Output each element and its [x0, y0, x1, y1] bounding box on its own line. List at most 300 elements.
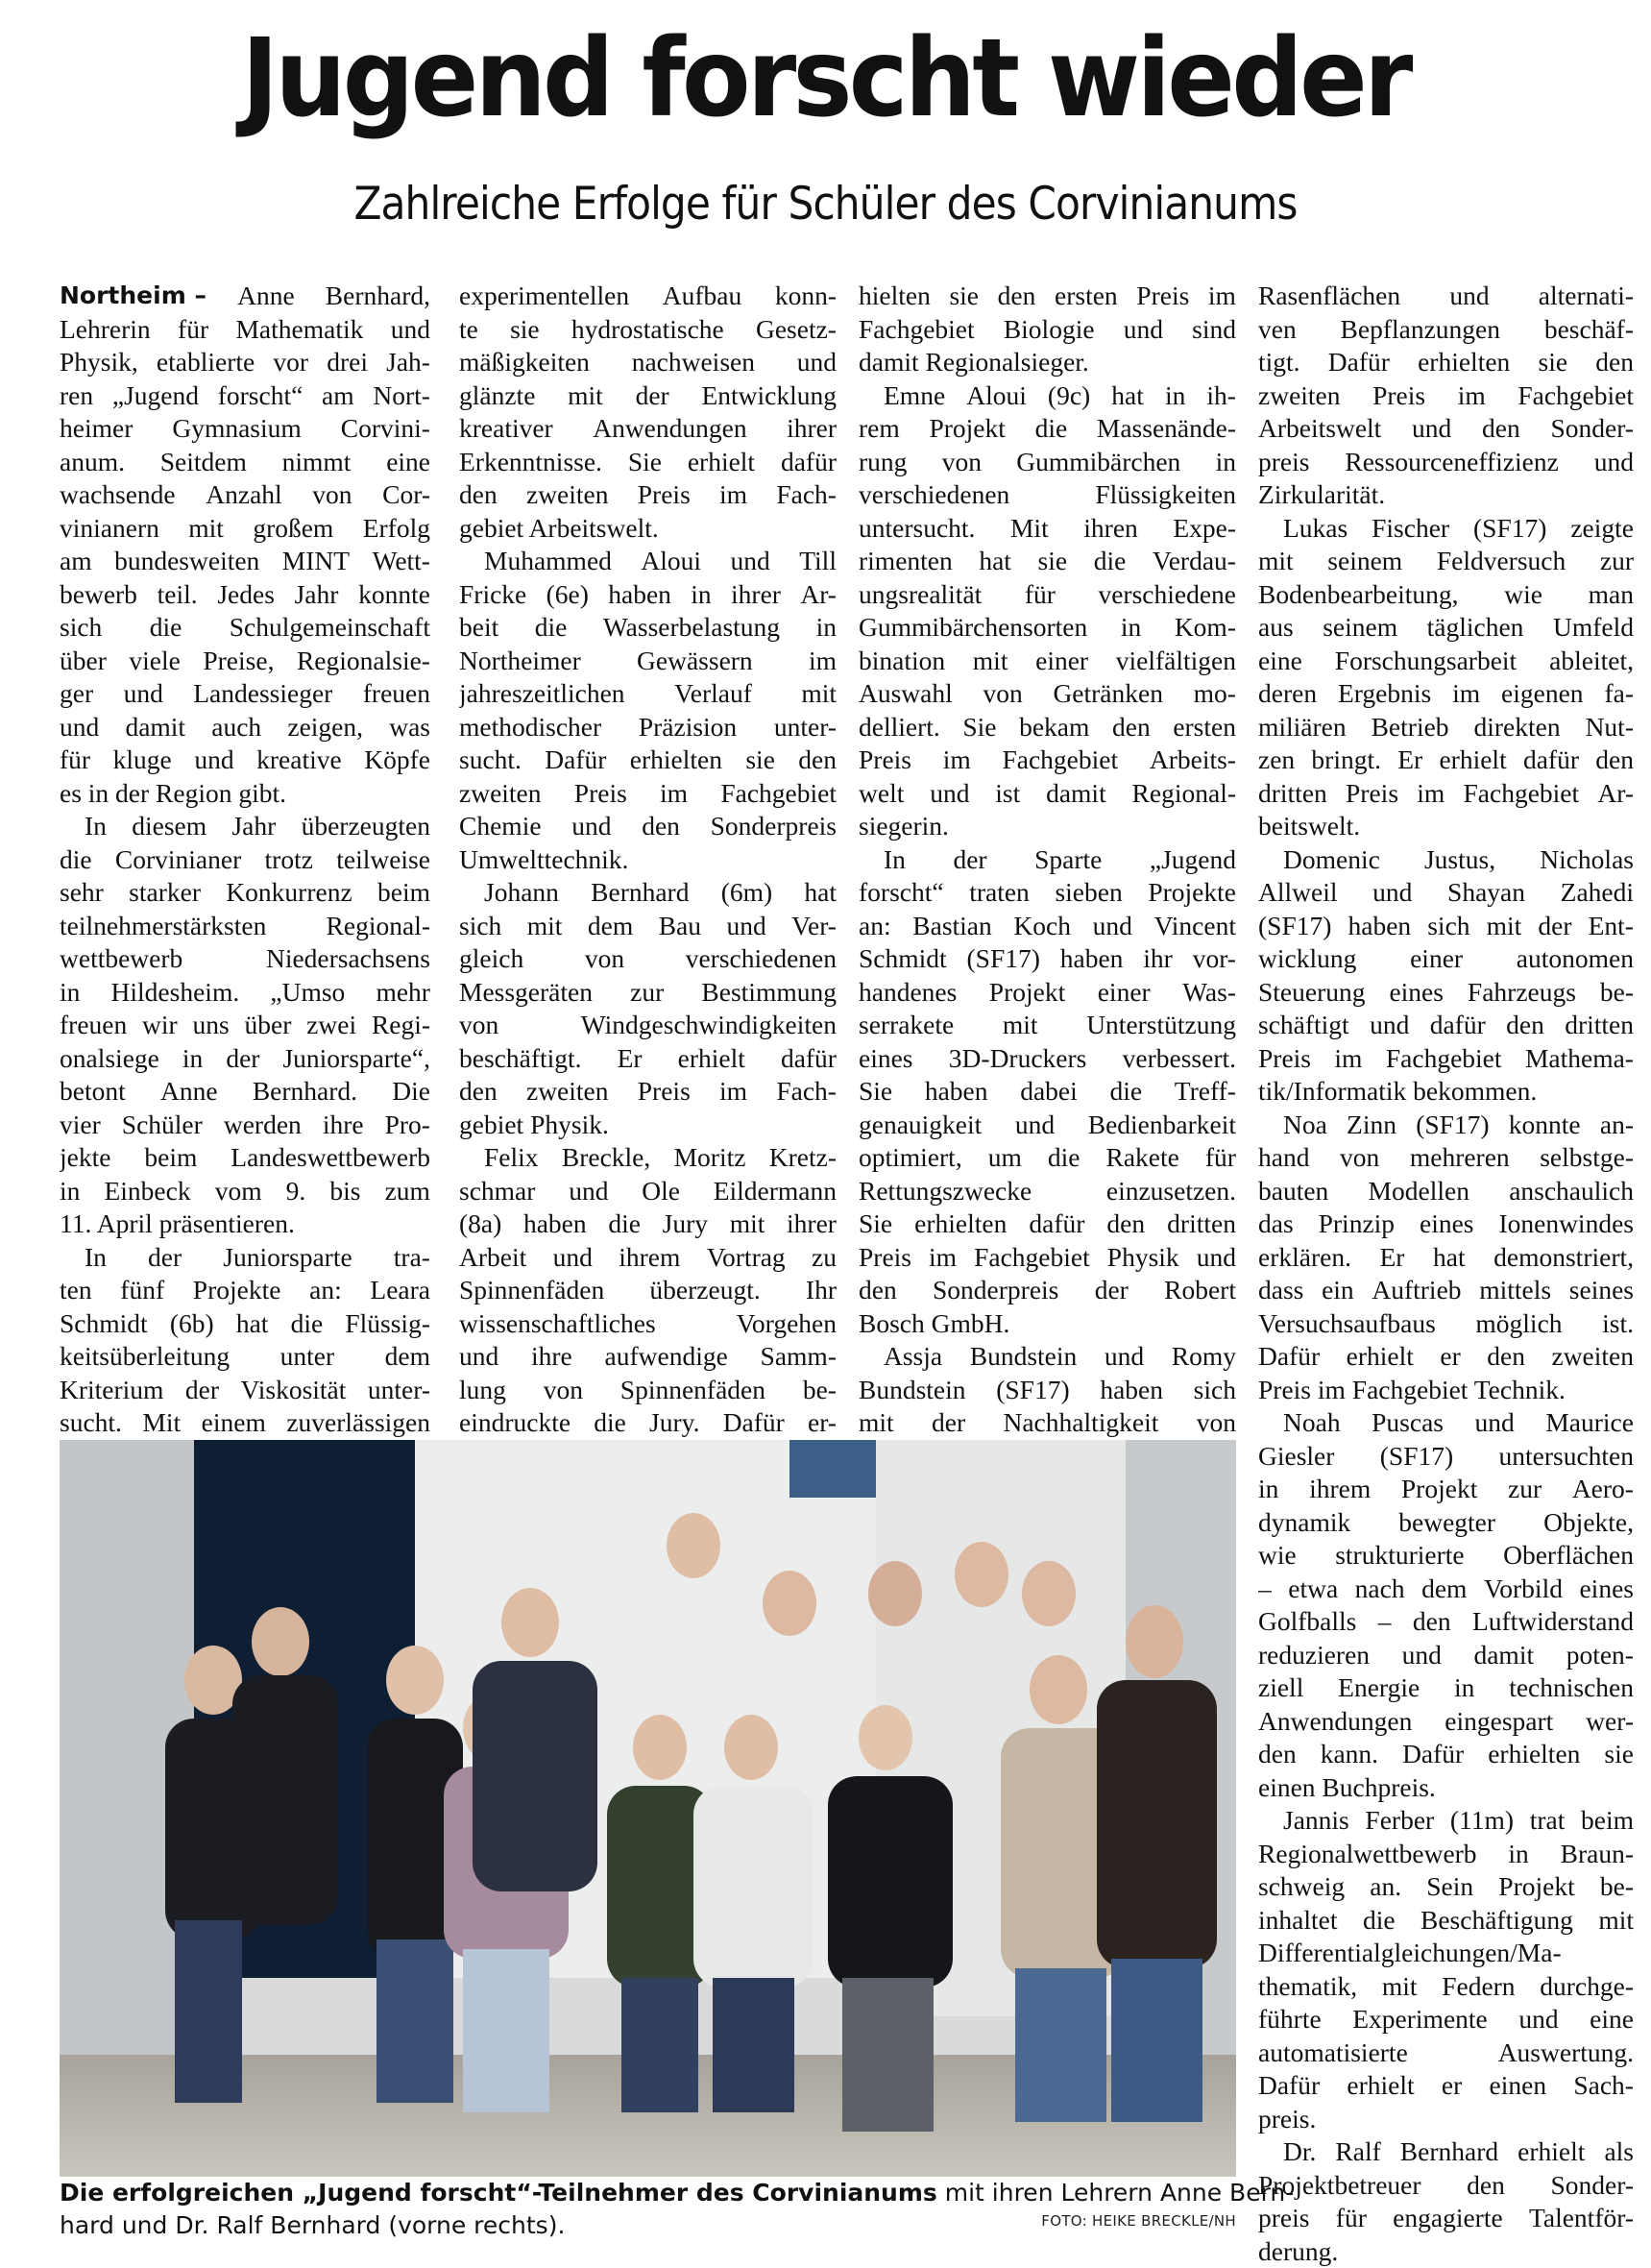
- word: einzusetzen.: [1106, 1175, 1236, 1208]
- word: Nut-: [1586, 711, 1634, 744]
- text-line: [1258, 1771, 1634, 1805]
- text-line: [1258, 2103, 1634, 2136]
- text-line: [459, 711, 837, 744]
- word: Shayan: [1447, 876, 1525, 910]
- word: bis: [329, 1175, 360, 1208]
- word: und: [726, 910, 765, 943]
- text-line: [1258, 611, 1634, 645]
- text-line: [1258, 2202, 1634, 2235]
- word: Kriterium: [60, 1374, 163, 1407]
- word: Bodenbearbeitung,: [1258, 578, 1458, 612]
- word: an.: [1370, 1870, 1401, 1904]
- group-photo-illustration: [60, 1440, 1236, 2177]
- word: selbstge-: [1540, 1141, 1634, 1175]
- word: Romy: [1172, 1340, 1236, 1374]
- word: dritten: [1258, 777, 1327, 811]
- word: durchge-: [1540, 1970, 1634, 2004]
- word: Windgeschwindigkeiten: [581, 1009, 837, 1042]
- word: engagierte: [1393, 2202, 1503, 2235]
- word: heimer: [60, 412, 133, 446]
- word: Niedersachsens: [266, 942, 430, 976]
- word: fünf: [120, 1274, 164, 1307]
- word: (11m): [1450, 1804, 1514, 1838]
- word: In: [85, 810, 107, 843]
- text-line: [859, 677, 1236, 711]
- word: Jahr: [295, 578, 339, 612]
- word: Nort-: [373, 379, 430, 413]
- word: Ralf: [1335, 2135, 1380, 2169]
- word: ihrem: [1309, 1473, 1371, 1506]
- word: Landeswettbewerb: [231, 1141, 430, 1175]
- word: Preise,: [203, 645, 274, 678]
- word: zur: [630, 976, 664, 1010]
- word: Viskosität: [241, 1374, 347, 1407]
- text-line: [459, 677, 837, 711]
- word: deren: [1258, 677, 1317, 711]
- word: man: [1589, 578, 1634, 612]
- word: methodischer: [459, 711, 601, 744]
- text-line: [1258, 1671, 1634, 1705]
- text-line: [459, 843, 837, 877]
- word: forscht“: [218, 379, 303, 413]
- word: Fach-: [776, 478, 837, 512]
- word: Er: [618, 1042, 643, 1076]
- word: Chemie: [459, 810, 542, 843]
- word: Differentialgleichungen/Ma-: [1258, 1937, 1562, 1970]
- text-line: [1258, 1307, 1634, 1341]
- word: untersucht.: [859, 512, 975, 546]
- word: zur: [1600, 545, 1634, 578]
- text-line-content: einen Buchpreis.: [1258, 1772, 1436, 1802]
- word: schweig: [1258, 1870, 1345, 1904]
- word: Corvinianer: [115, 843, 241, 877]
- word: der: [185, 1374, 219, 1407]
- word: im: [943, 744, 971, 777]
- word: im: [1452, 677, 1480, 711]
- text-line: [1258, 1440, 1634, 1474]
- word: Assja: [884, 1340, 942, 1374]
- caption-bold: Die erfolgreichen „Jugend forscht“-Teilnehmer des Corvinianums: [60, 2179, 937, 2207]
- word: haben: [523, 1207, 587, 1241]
- word: Ionenwindes: [1498, 1207, 1634, 1241]
- word: ableitet,: [1549, 645, 1634, 678]
- word: in: [60, 976, 80, 1010]
- text-line: [859, 645, 1236, 678]
- word: wachsende: [60, 478, 176, 512]
- text-line: [1258, 1605, 1634, 1639]
- word: Lehrerin: [60, 313, 151, 347]
- word: verschiedenen: [859, 478, 1009, 512]
- text-line: [60, 976, 430, 1010]
- word: mehr: [376, 976, 430, 1010]
- text-line: [1258, 1141, 1634, 1175]
- text-line: [859, 1009, 1236, 1042]
- word: Projekte: [193, 1274, 281, 1307]
- word: Verlauf: [674, 677, 752, 711]
- word: Nicholas: [1540, 843, 1634, 877]
- word: er: [1442, 2069, 1462, 2103]
- text-line: [60, 1374, 430, 1407]
- text-line: [859, 843, 1236, 877]
- word: 3D-Druckers: [949, 1042, 1087, 1076]
- word: anschaulich: [1509, 1175, 1634, 1208]
- word: (SF17): [1473, 512, 1546, 546]
- word: Till: [799, 545, 837, 578]
- word: ihre: [531, 1340, 572, 1374]
- word: glänzte: [459, 379, 535, 413]
- text-line-content: preis.: [1258, 2104, 1316, 2134]
- word: am: [60, 545, 92, 578]
- word: Federn: [1442, 1970, 1515, 2004]
- word: Dafür: [1258, 2069, 1320, 2103]
- word: überzeugten: [302, 810, 430, 843]
- text-line: [60, 645, 430, 678]
- word: trotz: [265, 843, 313, 877]
- text-line: [60, 280, 430, 313]
- word: bringt.: [1311, 744, 1381, 777]
- word: sich: [1194, 1374, 1236, 1407]
- word: ihrer: [787, 412, 837, 446]
- text-line: [1258, 910, 1634, 943]
- word: (6b): [170, 1307, 214, 1341]
- word: eines: [1389, 976, 1444, 1010]
- text-line: [859, 1406, 1236, 1440]
- word: Corvini-: [341, 412, 430, 446]
- text-line: [1258, 1738, 1634, 1771]
- word: haben: [1100, 1374, 1163, 1407]
- text-line-content: Zirkularität.: [1258, 479, 1385, 509]
- word: auch: [211, 711, 261, 744]
- word: mo-: [1194, 677, 1236, 711]
- text-line-content: gebiet Physik.: [459, 1110, 609, 1139]
- text-line: [1258, 976, 1634, 1010]
- word: eigenen: [1501, 677, 1584, 711]
- word: Moritz: [674, 1141, 746, 1175]
- word: mit: [730, 1207, 765, 1241]
- text-line: [60, 512, 430, 546]
- word: Talentför-: [1529, 2202, 1634, 2235]
- word: freuen: [60, 1009, 127, 1042]
- word: seinem: [1323, 611, 1397, 645]
- word: konnte: [358, 578, 430, 612]
- word: Dafür: [1328, 346, 1390, 379]
- word: zen: [1258, 744, 1295, 777]
- word: Northeimer: [459, 645, 581, 678]
- word: vor: [273, 346, 308, 379]
- word: fa-: [1604, 677, 1634, 711]
- word: autonomen: [1517, 942, 1634, 976]
- caption-rest: mit ihren Lehrern Anne Bern-: [937, 2179, 1295, 2207]
- word: konn-: [775, 280, 837, 313]
- word: eines: [1420, 1207, 1474, 1241]
- word: sie: [1539, 346, 1568, 379]
- word: hat: [236, 1307, 269, 1341]
- word: automatisierte: [1258, 2036, 1408, 2070]
- word: gleich: [459, 942, 523, 976]
- word: an:: [859, 910, 891, 943]
- word: ihr: [1143, 942, 1173, 976]
- word: eine: [386, 446, 430, 479]
- word: Ferber: [1365, 1804, 1434, 1838]
- word: Fahrzeugs: [1468, 976, 1576, 1010]
- text-line: [60, 910, 430, 943]
- word: Fachgebiet: [974, 1241, 1090, 1275]
- text-line: [60, 545, 430, 578]
- word: Ressourceneffizienz: [1345, 446, 1558, 479]
- word: für: [178, 313, 208, 347]
- word: ein: [1322, 1274, 1354, 1307]
- word: dem: [588, 910, 633, 943]
- word: einer: [1098, 976, 1151, 1010]
- word: Regionalsie-: [297, 645, 430, 678]
- word: be-: [803, 1374, 837, 1407]
- word: die: [291, 1307, 324, 1341]
- word: und: [569, 1175, 608, 1208]
- word: Flüssig-: [345, 1307, 430, 1341]
- word: Fach-: [776, 1075, 837, 1109]
- word: Feldversuch: [1437, 545, 1566, 578]
- word: den: [1487, 1340, 1525, 1374]
- word: optimiert,: [859, 1141, 962, 1175]
- word: den: [1112, 711, 1151, 744]
- word: Vincent: [1154, 910, 1236, 943]
- word: Projekt: [1401, 1473, 1477, 1506]
- text-line: [459, 910, 837, 943]
- word: ist.: [1602, 1307, 1634, 1341]
- word: die: [150, 611, 182, 645]
- word: Eildermann: [714, 1175, 837, 1208]
- word: Samm-: [761, 1340, 837, 1374]
- word: Sie: [859, 1207, 892, 1241]
- word: Preis: [1258, 1042, 1311, 1076]
- word: Justus,: [1424, 843, 1495, 877]
- word: Regi-: [372, 1009, 430, 1042]
- word: Ver-: [791, 910, 837, 943]
- word: mit: [1003, 1009, 1038, 1042]
- word: vor-: [1193, 942, 1236, 976]
- text-line: [859, 1075, 1236, 1109]
- word: Fachgebiet: [1386, 1042, 1502, 1076]
- word: Schüler: [122, 1109, 203, 1142]
- word: zweiten: [1551, 1340, 1634, 1374]
- text-line: [1258, 313, 1634, 347]
- word: damit: [1046, 777, 1106, 811]
- word: Emne: [884, 379, 945, 413]
- text-line-content: gebiet Arbeitswelt.: [459, 513, 659, 543]
- word: erhielt: [1347, 2069, 1414, 2103]
- word: Fachgebiet: [859, 313, 975, 347]
- word: dabei: [1020, 1075, 1078, 1109]
- word: haben: [1348, 910, 1411, 943]
- word: starker: [129, 876, 201, 910]
- text-line: [459, 280, 837, 313]
- word: Experimente: [1352, 2003, 1488, 2036]
- text-line: [60, 1340, 430, 1374]
- text-line-content: beitswelt.: [1258, 811, 1360, 841]
- word: im: [1334, 1042, 1362, 1076]
- text-line: [60, 942, 430, 976]
- text-line: [859, 1340, 1236, 1374]
- word: den: [1595, 346, 1634, 379]
- word: den: [1413, 1605, 1451, 1639]
- word: und: [124, 677, 163, 711]
- word: Jahr: [231, 810, 276, 843]
- word: Dafür: [545, 744, 606, 777]
- word: sie: [1604, 1738, 1634, 1771]
- word: und: [553, 1241, 593, 1275]
- text-line: [1258, 1075, 1634, 1109]
- text-line: [1258, 1970, 1634, 2004]
- word: 9.: [286, 1175, 306, 1208]
- word: mit: [1487, 910, 1522, 943]
- word: sucht.: [60, 1406, 122, 1440]
- word: Sein: [1426, 1870, 1473, 1904]
- word: erhielt: [1517, 2135, 1585, 2169]
- word: Pro-: [385, 1109, 430, 1142]
- word: traten: [969, 876, 1030, 910]
- word: Er: [1379, 1241, 1404, 1275]
- word: mit: [188, 512, 224, 546]
- word: drei: [327, 346, 368, 379]
- text-line-content: Bosch GmbH.: [859, 1308, 1009, 1338]
- word: eines: [859, 1042, 913, 1076]
- word: im: [1208, 280, 1236, 313]
- word: von: [585, 942, 624, 976]
- word: der: [1095, 1274, 1129, 1307]
- word: reduzieren: [1258, 1639, 1370, 1672]
- word: hydrostatische: [571, 313, 724, 347]
- word: der: [148, 1241, 182, 1275]
- word: Dr.: [1283, 2135, 1316, 2169]
- word: sie: [745, 744, 775, 777]
- word: mit: [527, 910, 563, 943]
- word: In: [884, 843, 906, 877]
- word: Jah-: [386, 346, 430, 379]
- word: Koch: [1013, 910, 1071, 943]
- word: die: [1094, 545, 1127, 578]
- word: Jury.: [649, 1406, 699, 1440]
- word: hand: [1258, 1141, 1309, 1175]
- word: Rettungszwecke: [859, 1175, 1032, 1208]
- word: dafür: [1029, 1207, 1084, 1241]
- word: rimenten: [859, 545, 953, 578]
- word: Fachgebiet: [1517, 379, 1634, 413]
- word: den: [459, 478, 498, 512]
- word: mit: [1258, 545, 1294, 578]
- word: Regional-: [1132, 777, 1236, 811]
- text-line: [459, 810, 837, 843]
- word: über: [245, 1009, 292, 1042]
- word: an-: [1600, 1109, 1634, 1142]
- text-line: [859, 1109, 1236, 1142]
- word: preis: [1258, 446, 1309, 479]
- word: erklären.: [1258, 1241, 1351, 1275]
- word: zweiten: [526, 1075, 609, 1109]
- text-line: [60, 711, 430, 744]
- text-line: [60, 876, 430, 910]
- word: dafür: [781, 1042, 837, 1076]
- text-line: [60, 1141, 430, 1175]
- word: bauten: [1258, 1175, 1328, 1208]
- word: schmar: [459, 1175, 535, 1208]
- word: Fachgebiet: [1002, 744, 1118, 777]
- text-line: [1258, 2235, 1634, 2268]
- word: nimmt: [282, 446, 352, 479]
- word: der: [953, 843, 986, 877]
- word: wissenschaftliches: [459, 1307, 656, 1341]
- text-line: [1258, 545, 1634, 578]
- word: vinianern: [60, 512, 159, 546]
- word: Präzision: [639, 711, 737, 744]
- text-line: [459, 1075, 837, 1109]
- text-line: [60, 1241, 430, 1275]
- word: Allweil: [1258, 876, 1338, 910]
- word: Bernhard: [591, 876, 689, 910]
- word: Vorbild: [1484, 1573, 1563, 1606]
- word: Anzahl: [206, 478, 281, 512]
- word: Anne: [237, 280, 295, 313]
- text-line: [459, 1175, 837, 1208]
- text-line: [1258, 777, 1634, 811]
- text-line: [60, 777, 430, 811]
- word: serrakete: [859, 1009, 954, 1042]
- word: –: [1378, 1605, 1392, 1639]
- word: Giesler: [1258, 1440, 1334, 1474]
- word: te: [459, 313, 478, 347]
- word: (SF17): [1416, 1109, 1489, 1142]
- word: sind: [1192, 313, 1236, 347]
- word: Jedes: [217, 578, 275, 612]
- text-line: [859, 478, 1236, 512]
- word: mittels: [1479, 1274, 1551, 1307]
- text-line-content: siegerin.: [859, 811, 949, 841]
- word: keitsüberleitung: [60, 1340, 230, 1374]
- word: ihren: [1083, 512, 1138, 546]
- text-line: [859, 1274, 1236, 1307]
- word: und: [1093, 910, 1132, 943]
- text-line: [1258, 1406, 1634, 1440]
- word: MINT: [282, 545, 350, 578]
- word: Vortrag: [707, 1241, 786, 1275]
- word: mit: [568, 379, 603, 413]
- word: Verdau-: [1153, 545, 1236, 578]
- word: Objekte,: [1543, 1506, 1634, 1540]
- text-line: [60, 843, 430, 877]
- word: und: [391, 313, 430, 347]
- word: Modellen: [1369, 1175, 1469, 1208]
- word: und: [571, 810, 611, 843]
- photo-credit: FOTO: HEIKE BRECKLE/NH: [1041, 2212, 1236, 2230]
- word: für: [1336, 2202, 1367, 2235]
- text-line: [459, 446, 837, 479]
- word: Erkenntnisse.: [459, 446, 602, 479]
- word: rem: [859, 412, 900, 446]
- word: um: [988, 1141, 1022, 1175]
- word: hat: [1433, 1241, 1466, 1275]
- word: dafür: [1523, 744, 1579, 777]
- text-line: [859, 280, 1236, 313]
- word: Prinzip: [1319, 1207, 1395, 1241]
- word: sie: [1038, 545, 1068, 578]
- word: rung: [859, 446, 907, 479]
- word: beim: [144, 1141, 197, 1175]
- word: Preis: [1136, 280, 1189, 313]
- word: damit: [125, 711, 185, 744]
- word: Aloui: [641, 545, 701, 578]
- word: dem: [385, 1340, 430, 1374]
- word: Sie: [859, 1075, 892, 1109]
- word: Gymnasium: [172, 412, 301, 446]
